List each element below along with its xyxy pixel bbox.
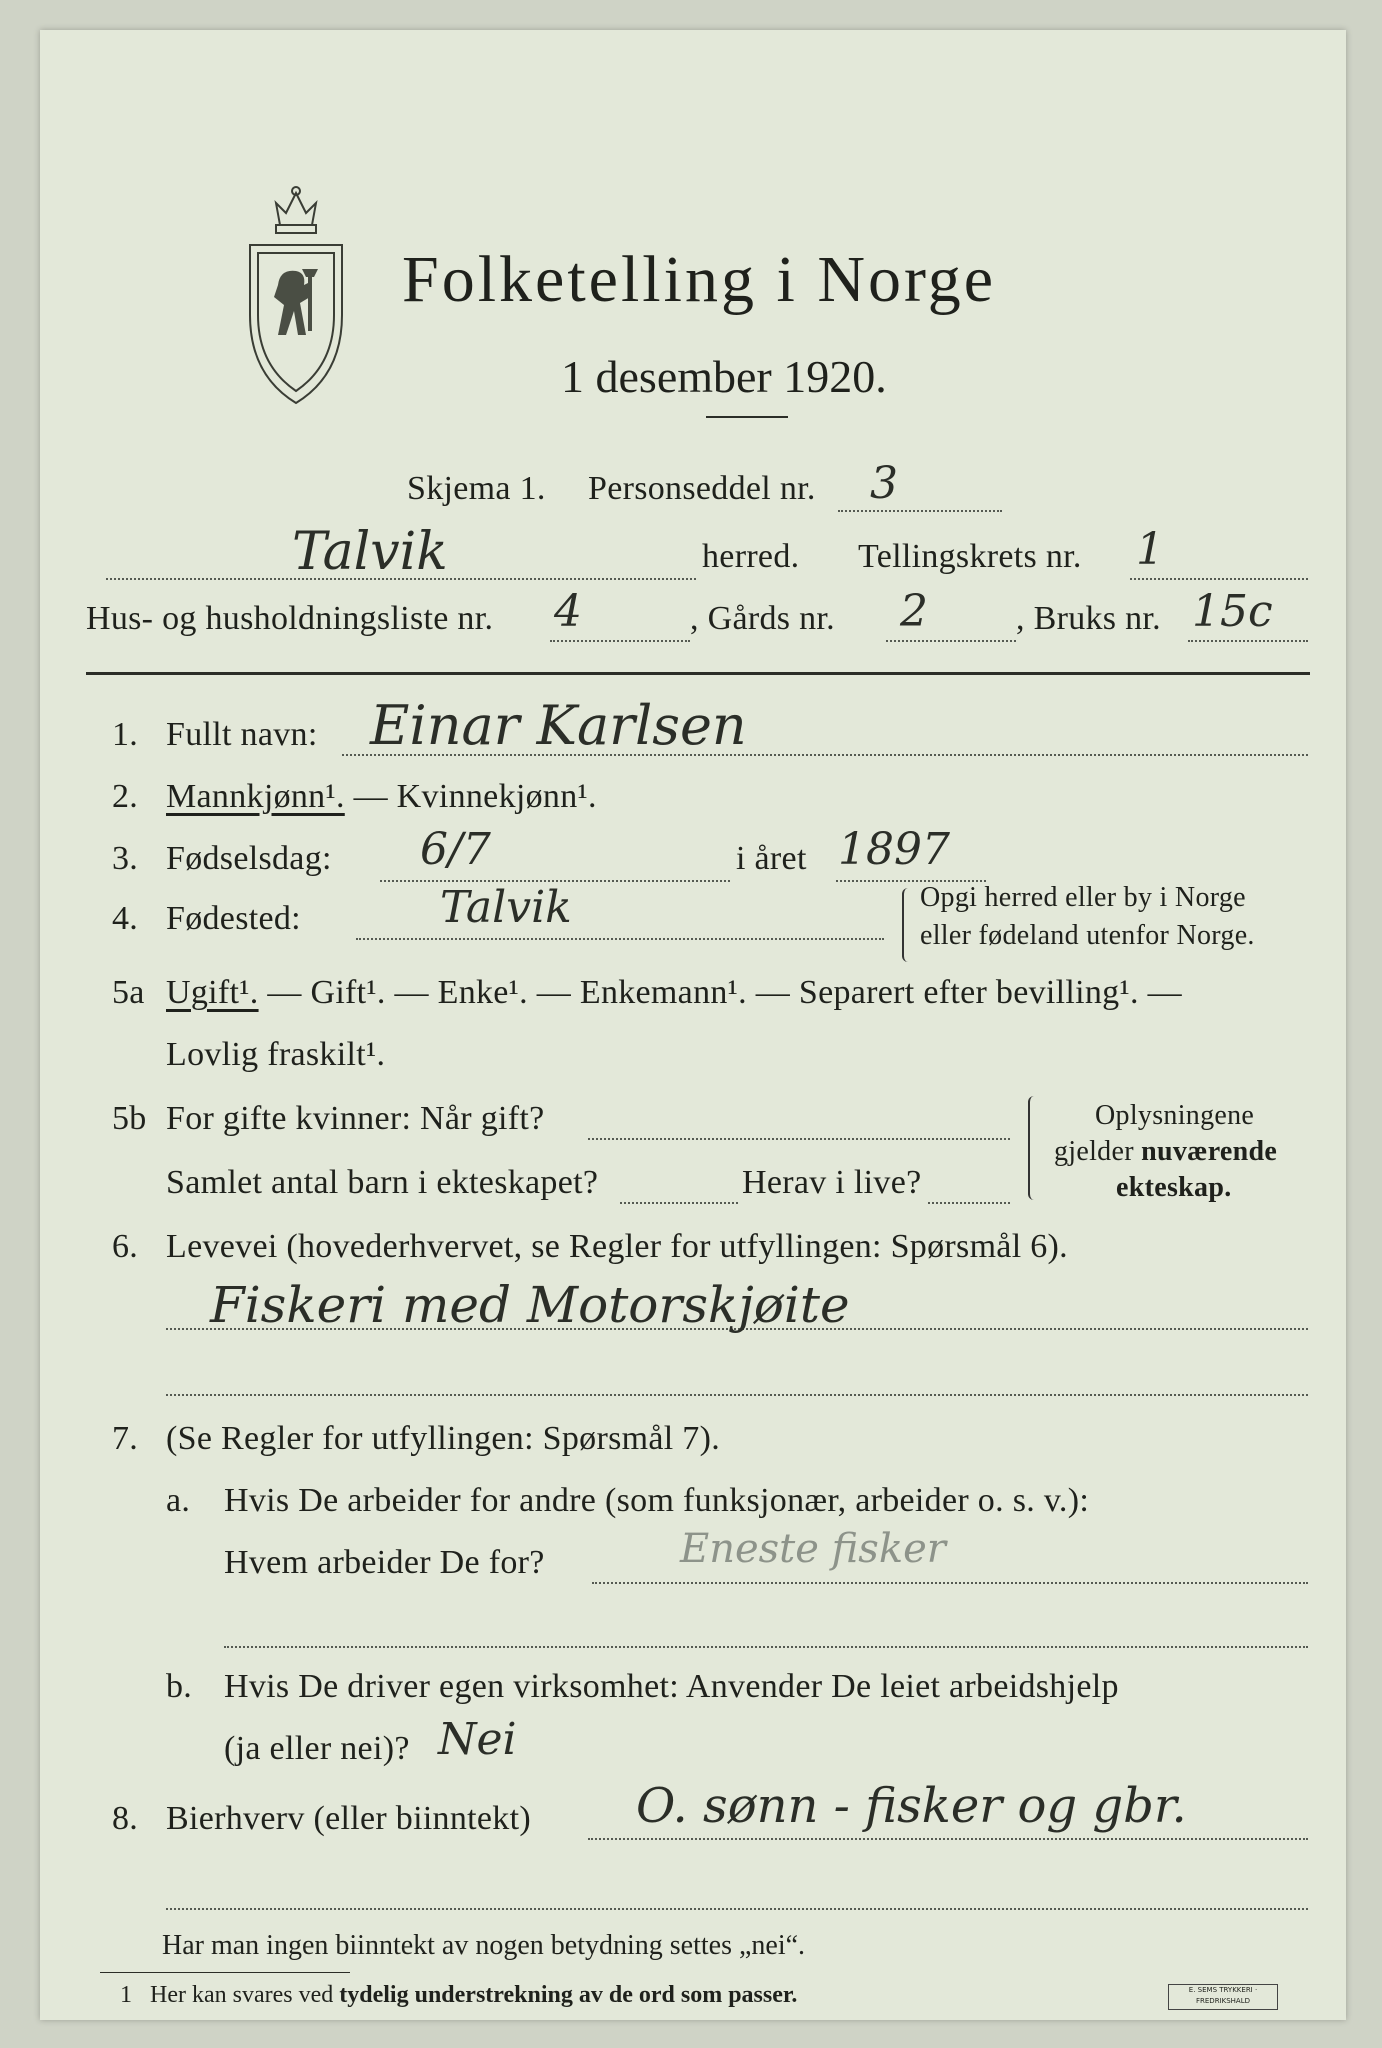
side-income-value: O. sønn - fisker og gbr. (636, 1778, 1187, 1834)
when-married-line (588, 1138, 1010, 1140)
q8-number: 8. (112, 1800, 139, 1837)
other-marital-options: — Gift¹. — Enke¹. — Enkemann¹. — Separert efter bevilling¹. — (258, 974, 1182, 1011)
tellingskrets-value: 1 (1136, 524, 1164, 575)
q1-number: 1. (112, 716, 139, 753)
hired-help-value: Nei (438, 1714, 517, 1765)
q7-label: (Se Regler for utfyllingen: Spørsmål 7). (166, 1420, 721, 1457)
norwegian-coat-of-arms-icon (240, 185, 352, 407)
footer-divider (100, 1972, 350, 1973)
tellingskrets-line (1130, 578, 1308, 580)
birthplace-note-2: eller fødeland utenfor Norge. (920, 920, 1255, 951)
personseddel-value: 3 (870, 458, 898, 509)
q6-number: 6. (112, 1228, 139, 1265)
q1-label: Fullt navn: (166, 716, 318, 753)
title-divider (706, 416, 788, 418)
when-married-label: For gifte kvinner: Når gift? (166, 1100, 545, 1137)
form-date: 1 desember 1920. (561, 351, 887, 402)
q8-label: Bierhverv (eller biinntekt) (166, 1800, 531, 1837)
side-income-line-2 (166, 1908, 1308, 1910)
occupation-value: Fiskeri med Motorskjøite (210, 1276, 850, 1334)
children-alive-line (928, 1202, 1010, 1204)
children-total-label: Samlet antal barn i ekteskapet? (166, 1164, 599, 1201)
footnote-number: 1 (120, 1982, 132, 2008)
marital-status-options (166, 974, 1182, 1012)
q7b-label-2: (ja eller nei)? (224, 1730, 410, 1767)
q2-options (166, 778, 597, 816)
male-option: Mannkjønn¹. (166, 778, 345, 815)
herred-label: herred. (702, 538, 800, 575)
birthplace-brace (902, 888, 914, 962)
full-name-value: Einar Karlsen (370, 694, 747, 757)
q5a-number: 5a (112, 974, 145, 1011)
q7a-number: a. (166, 1482, 191, 1519)
birthday-value: 6/7 (420, 824, 491, 875)
printer-stamp-text: E. SEMS TRYKKERI · FREDRIKSHALD (1188, 1986, 1258, 2005)
q7b-label: Hvis De driver egen virksomhet: Anvender De leiet arbeidshjelp (224, 1668, 1119, 1705)
marriage-note-2a: gjelder (1054, 1136, 1142, 1167)
ugift-option: Ugift¹. (166, 974, 259, 1011)
gaards-label: , Gårds nr. (690, 600, 835, 637)
footer-note: Har man ingen biinntekt av nogen betydning settes „nei“. (162, 1930, 806, 1961)
q7-number: 7. (112, 1420, 139, 1457)
children-alive-label: Herav i live? (742, 1164, 922, 1201)
marriage-note-2b: nuværende (1141, 1136, 1278, 1167)
employer-value: Eneste fisker (680, 1526, 946, 1572)
q3-number: 3. (112, 840, 139, 877)
form-title: Folketelling i Norge (402, 243, 997, 316)
birthplace-note-1: Opgi herred eller by i Norge (920, 882, 1246, 913)
q2-number: 2. (112, 778, 139, 815)
birth-year-value: 1897 (838, 824, 950, 875)
gender-separator: — (344, 778, 397, 815)
q7a-label: Hvis De arbeider for andre (som funksjonær, arbeider o. s. v.): (224, 1482, 1090, 1519)
q5b-number: 5b (112, 1100, 147, 1137)
birthplace-value: Talvik (440, 882, 572, 933)
q3-label: Fødselsdag: (166, 840, 332, 877)
header-divider (86, 672, 1310, 675)
personseddel-line (838, 510, 1002, 512)
personseddel-label: Personseddel nr. (588, 470, 816, 507)
census-form (40, 30, 1346, 2020)
children-total-line (620, 1202, 738, 1204)
marriage-note-brace (1028, 1096, 1040, 1200)
marriage-note-1: Oplysningene (1095, 1100, 1255, 1131)
bruks-label: , Bruks nr. (1016, 600, 1161, 637)
marriage-note-2 (1054, 1136, 1277, 1168)
q7a-label-2: Hvem arbeider De for? (224, 1544, 545, 1581)
employer-line-2 (224, 1646, 1308, 1648)
side-income-line-1 (588, 1838, 1308, 1840)
bruks-value: 15c (1192, 586, 1273, 637)
gaards-value: 2 (900, 586, 928, 637)
q7b-number: b. (166, 1668, 193, 1705)
occupation-line-2 (166, 1394, 1308, 1396)
year-label: i året (736, 840, 807, 877)
printer-stamp (1168, 1984, 1278, 2010)
footnote-text-b: tydelig understrekning av de ord som passer. (339, 1982, 798, 2008)
herred-value: Talvik (292, 522, 448, 582)
marital-status-line2: Lovlig fraskilt¹. (166, 1036, 386, 1073)
hus-label: Hus- og husholdningsliste nr. (86, 600, 494, 637)
q4-number: 4. (112, 900, 139, 937)
employer-line-1 (592, 1582, 1308, 1584)
birthplace-line (356, 938, 884, 940)
q4-label: Fødested: (166, 900, 301, 937)
marriage-note-3: ekteskap. (1116, 1172, 1232, 1203)
tellingskrets-label: Tellingskrets nr. (858, 538, 1082, 575)
q6-label: Levevei (hovederhvervet, se Regler for utfyllingen: Spørsmål 6). (166, 1228, 1068, 1265)
schema-label: Skjema 1. (407, 470, 546, 507)
female-option: Kvinnekjønn¹. (396, 778, 597, 815)
hus-line (550, 640, 690, 642)
footnote-text-a: Her kan svares ved (150, 1982, 340, 2008)
hus-value: 4 (554, 586, 582, 637)
footnote (120, 1982, 797, 2009)
bruks-line (1188, 640, 1308, 642)
gaards-line (886, 640, 1016, 642)
